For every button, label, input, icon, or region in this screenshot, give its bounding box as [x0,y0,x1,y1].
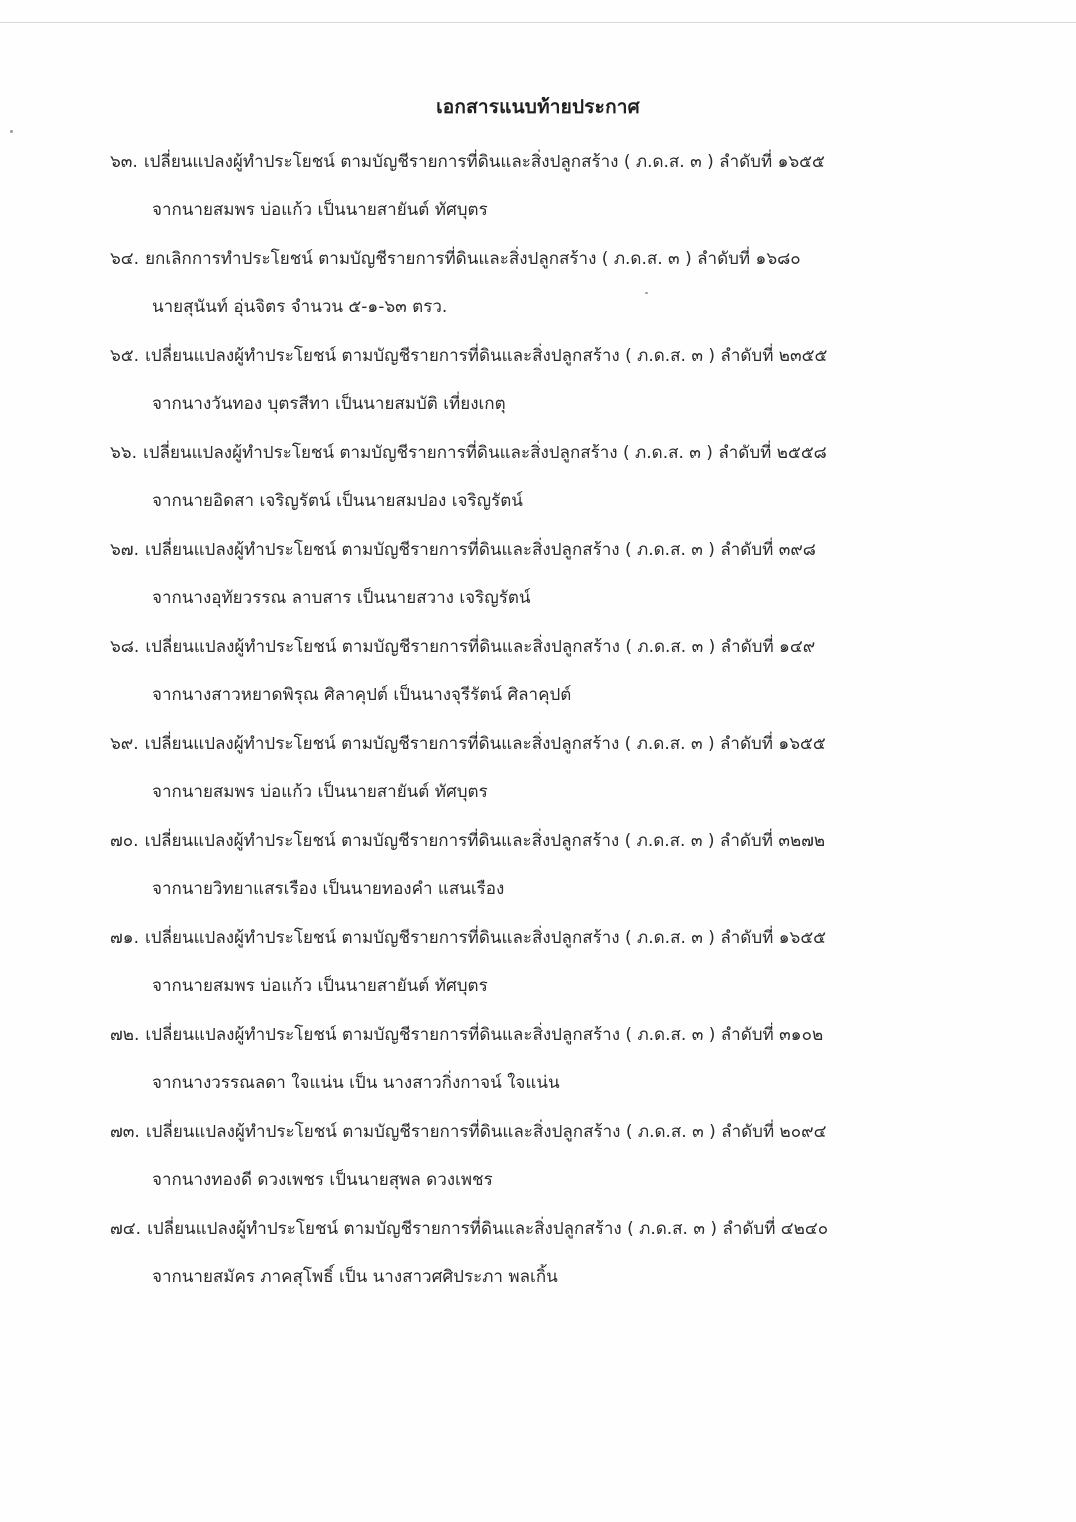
item-number: ๗๔. [110,1219,142,1239]
item-number: ๖๔. [110,249,140,269]
item-heading [110,536,930,563]
item-text: เปลี่ยนแปลงผู้ทำประโยชน์ ตามบัญชีรายการที่ดินและสิ่งปลูกสร้าง ( ภ.ด.ส. ๓ ) ลำดับที่ ๒๓๕๕ [145,346,828,366]
item-number: ๗๒. [110,1025,140,1045]
item-text: เปลี่ยนแปลงผู้ทำประโยชน์ ตามบัญชีรายการที่ดินและสิ่งปลูกสร้าง ( ภ.ด.ส. ๓ ) ลำดับที่ ๑๖๕๕ [144,734,826,754]
item-text: เปลี่ยนแปลงผู้ทำประโยชน์ ตามบัญชีรายการที่ดินและสิ่งปลูกสร้าง ( ภ.ด.ส. ๓ ) ลำดับที่ ๓๙๘ [144,540,816,560]
item-text: เปลี่ยนแปลงผู้ทำประโยชน์ ตามบัญชีรายการที่ดินและสิ่งปลูกสร้าง ( ภ.ด.ส. ๓ ) ลำดับที่ ๓๑๐๒ [145,1025,824,1045]
item-detail: จากนางสาวหยาดพิรุณ ศิลาคุปต์ เป็นนางจุรีรัตน์ ศิลาคุปต์ [152,685,572,705]
item-number: ๖๘. [110,637,140,657]
item-number: ๗๑. [110,928,139,948]
item-text: ยกเลิกการทำประโยชน์ ตามบัญชีรายการที่ดินและสิ่งปลูกสร้าง ( ภ.ด.ส. ๓ ) ลำดับที่ ๑๖๘๐ [145,249,801,269]
item-heading [110,245,930,272]
item-heading [110,342,930,369]
item-text: เปลี่ยนแปลงผู้ทำประโยชน์ ตามบัญชีรายการที่ดินและสิ่งปลูกสร้าง ( ภ.ด.ส. ๓ ) ลำดับที่ ๒๕๕๘ [143,443,827,463]
item-detail: จากนายวิทยาแสรเรือง เป็นนายทองคำ แสนเรือง [152,879,505,899]
item-text: เปลี่ยนแปลงผู้ทำประโยชน์ ตามบัญชีรายการที่ดินและสิ่งปลูกสร้าง ( ภ.ด.ส. ๓ ) ลำดับที่ ๓๒๗๒ [144,831,826,851]
item-text: เปลี่ยนแปลงผู้ทำประโยชน์ ตามบัญชีรายการที่ดินและสิ่งปลูกสร้าง ( ภ.ด.ส. ๓ ) ลำดับที่ ๑๔๙ [145,637,816,657]
item-heading [110,730,930,757]
scan-edge-line [0,22,1076,23]
item-detail: จากนายสมพร บ่อแก้ว เป็นนายสายันต์ ทัศบุตร [152,200,488,220]
item-heading [110,1021,930,1048]
item-detail: จากนายอิดสา เจริญรัตน์ เป็นนายสมปอง เจริญรัตน์ [152,491,523,511]
item-number: ๖๖. [110,443,137,463]
item-number: ๖๗. [110,540,139,560]
item-number: ๖๓. [110,152,138,172]
item-number: ๗๓. [110,1122,140,1142]
item-detail: จากนางทองดี ดวงเพชร เป็นนายสุพล ดวงเพชร [152,1170,493,1190]
item-heading [110,827,930,854]
item-number: ๖๙. [110,734,139,754]
item-heading [110,1118,930,1145]
item-text: เปลี่ยนแปลงผู้ทำประโยชน์ ตามบัญชีรายการที่ดินและสิ่งปลูกสร้าง ( ภ.ด.ส. ๓ ) ลำดับที่ ๒๐๙๔ [145,1122,827,1142]
item-detail: จากนายสมพร บ่อแก้ว เป็นนายสายันต์ ทัศบุตร [152,976,488,996]
item-detail: จากนางอุทัยวรรณ ลาบสาร เป็นนายสวาง เจริญรัตน์ [152,588,531,608]
item-heading [110,439,930,466]
item-detail: จากนางวรรณลดา ใจแน่น เป็น นางสาวกิ่งกาจน์ ใจแน่น [152,1073,560,1093]
item-text: เปลี่ยนแปลงผู้ทำประโยชน์ ตามบัญชีรายการที่ดินและสิ่งปลูกสร้าง ( ภ.ด.ส. ๓ ) ลำดับที่ ๑๖๕๕ [143,152,825,172]
item-text: เปลี่ยนแปลงผู้ทำประโยชน์ ตามบัญชีรายการที่ดินและสิ่งปลูกสร้าง ( ภ.ด.ส. ๓ ) ลำดับที่ ๔๒๔๐ [147,1219,829,1239]
item-heading [110,924,930,951]
item-detail: จากนายสมพร บ่อแก้ว เป็นนายสายันต์ ทัศบุตร [152,782,488,802]
item-text: เปลี่ยนแปลงผู้ทำประโยชน์ ตามบัญชีรายการที่ดินและสิ่งปลูกสร้าง ( ภ.ด.ส. ๓ ) ลำดับที่ ๑๖๕๕ [144,928,827,948]
item-number: ๖๕. [110,346,140,366]
item-number: ๗๐. [110,831,139,851]
document-title: เอกสารแนบท้ายประกาศ [436,96,640,118]
item-heading [110,633,930,660]
item-detail: นายสุนันท์ อุ่นจิตร จำนวน ๕-๑-๖๓ ตรว. [152,297,448,317]
item-heading [110,1215,930,1242]
item-heading [110,148,930,175]
item-detail: จากนางวันทอง บุตรสีทา เป็นนายสมบัติ เที่ยงเกตุ [152,394,506,414]
item-detail: จากนายสมัคร ภาคสุโพธิ์ เป็น นางสาวศศิประภา พลเกิ้น [152,1267,558,1287]
scan-speck [10,130,13,133]
